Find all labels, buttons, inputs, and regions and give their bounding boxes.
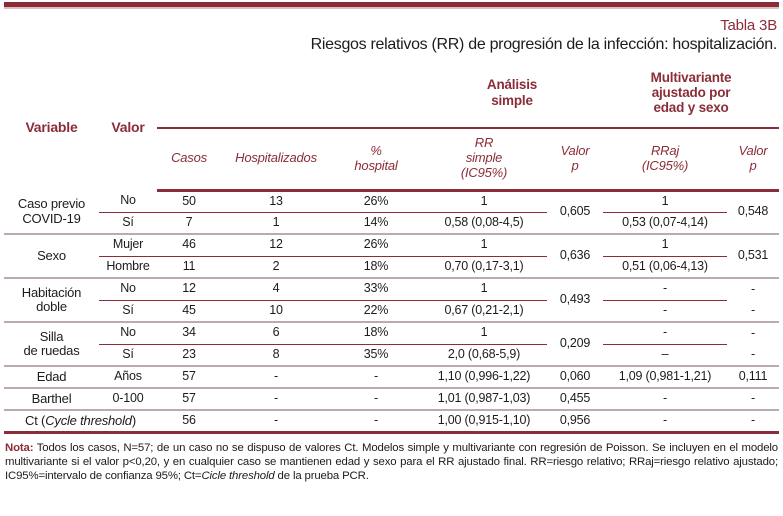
col-header-rraj: RRaj (IC95%) [603,128,727,190]
footnote-italic-term: Cicle threshold [201,469,275,482]
table-row [4,212,779,234]
p-value-cell: - [751,325,755,340]
cell: Hombre [99,256,157,278]
table-row [4,300,779,322]
group-barthel [4,388,779,410]
footnote [4,441,779,483]
cell: Sí [99,212,157,234]
cell: 0,58 (0,08-4,5) [421,212,547,234]
cell: Sí [99,344,157,366]
col-header-valor: Valor [111,119,145,135]
group-caso-previo-covid19 [4,190,779,234]
cell: - [603,300,727,322]
p-value-cell: 0,531 [727,234,779,278]
table-row [4,366,779,388]
cell: 34 [157,322,221,344]
cell: No [99,190,157,212]
group-habitacion-doble [4,278,779,322]
variable-habitacion-doble: Habitación doble [4,278,99,322]
cell: - [331,388,421,410]
footnote-text-end: de la prueba PCR. [274,469,369,482]
cell: 23 [157,344,221,366]
cell: 1 [603,234,727,256]
cell: – [603,344,727,366]
cell: 26% [331,234,421,256]
cell: Años [99,366,157,388]
cell: 26% [331,190,421,212]
variable-silla-de-ruedas: Silla de ruedas [4,322,99,366]
cell: 1,00 (0,915-1,10) [421,410,547,432]
cell: 1,10 (0,996-1,22) [421,366,547,388]
p-value-cell: - [727,344,779,366]
table-row [4,234,779,256]
p-value-cell: - [727,300,779,322]
cell: 57 [157,388,221,410]
cell: 46 [157,234,221,256]
cell: 0,70 (0,17-3,1) [421,256,547,278]
cell: No [99,278,157,300]
cell: 0,956 [547,410,603,432]
cell: No [99,322,157,344]
cell: 4 [221,278,331,300]
col-header-variable: Variable [25,119,78,135]
p-value-cell: 0,548 [727,190,779,234]
p-value-cell: 0,636 [547,234,603,278]
col-header-valor-p-simple: Valor p [547,128,603,190]
p-value-cell: - [751,281,755,296]
group-edad [4,366,779,388]
cell: 10 [221,300,331,322]
cell: 0,53 (0,07-4,14) [603,212,727,234]
table-header [4,64,779,190]
page [0,2,783,516]
cell: 8 [221,344,331,366]
cell: 6 [221,322,331,344]
col-header-valor-p-aj: Valor p [727,128,779,190]
table-row [4,256,779,278]
table-row [4,278,779,300]
cell: 45 [157,300,221,322]
header-rule-spacer [157,64,421,128]
p-value-cell: 0,605 [547,190,603,234]
cell: 57 [157,366,221,388]
table-row [4,190,779,212]
footnote-label: Nota: [5,441,34,454]
table-row [4,388,779,410]
header-span-row [4,64,779,128]
col-header-hospitalizados: Hospitalizados [221,128,331,190]
cell: - [221,410,331,432]
cell: - [221,388,331,410]
cell: 2,0 (0,68-5,9) [421,344,547,366]
cell: 50 [157,190,221,212]
cell: - [603,278,727,300]
cell: 33% [331,278,421,300]
cell: 12 [221,234,331,256]
cell: 1,01 (0,987-1,03) [421,388,547,410]
cell: - [727,388,779,410]
cell: 35% [331,344,421,366]
cell: Mujer [99,234,157,256]
p-value-cell: 0,493 [547,278,603,322]
group-ct [4,410,779,432]
cell: 1 [421,190,547,212]
cell: 56 [157,410,221,432]
p-value-cell: 0,209 [547,322,603,366]
col-header-pct-hospital: % hospital [331,128,421,190]
cell: 22% [331,300,421,322]
cell: - [603,388,727,410]
results-table [4,64,779,434]
cell: Sí [99,300,157,322]
cell: 13 [221,190,331,212]
cell: 2 [221,256,331,278]
footnote-text: Todos los casos, N=57; de un caso no se dispuso de valores Ct. Modelos simple y multivariante con regresión de Poisson. Se incluyen en el modelo multivariante si el valor p<0,20, y en cualquier caso se mantienen edad y sexo para el RR ajustado final. RR=riesgo relativo; RRaj=riesgo relativo ajustado; IC95%=intervalo de confianza 95%; Ct= [5,441,778,482]
cell: 1 [603,190,727,212]
cell: 0-100 [99,388,157,410]
cell: 14% [331,212,421,234]
cell: 0,060 [547,366,603,388]
cell: 0,67 (0,21-2,1) [421,300,547,322]
cell: - [603,322,727,344]
cell: 0,51 (0,06-4,13) [603,256,727,278]
col-header-casos: Casos [157,128,221,190]
cell: 1 [421,322,547,344]
cell: - [331,366,421,388]
cell: - [221,366,331,388]
table-title: Riesgos relativos (RR) de progresión de la infección: hospitalización. [310,36,777,53]
col-header-rr-simple: RR simple (IC95%) [421,128,547,190]
variable-ct: Ct (Cycle threshold) [4,410,157,432]
variable-sexo: Sexo [4,234,99,278]
cell: 0,455 [547,388,603,410]
title-block [4,9,779,54]
col-group-multivariante: Multivariante ajustado por edad y sexo [603,64,779,128]
group-silla-de-ruedas [4,322,779,366]
cell: 7 [157,212,221,234]
table-label: Tabla 3B [720,17,777,34]
table-row [4,410,779,432]
cell: 1 [421,278,547,300]
cell: 18% [331,322,421,344]
variable-edad: Edad [4,366,99,388]
cell: 12 [157,278,221,300]
cell: - [727,410,779,432]
cell: 18% [331,256,421,278]
cell: - [603,410,727,432]
cell: 1 [221,212,331,234]
cell: 11 [157,256,221,278]
cell: 1,09 (0,981-1,21) [603,366,727,388]
table-row [4,322,779,344]
table-row [4,344,779,366]
variable-barthel: Barthel [4,388,99,410]
variable-caso-previo-covid19: Caso previo COVID-19 [4,190,99,234]
top-accent-bar [4,2,779,9]
cell: 1 [421,234,547,256]
col-group-analisis-simple: Análisis simple [421,64,603,128]
cell: - [331,410,421,432]
group-sexo [4,234,779,278]
cell: 0,111 [727,366,779,388]
